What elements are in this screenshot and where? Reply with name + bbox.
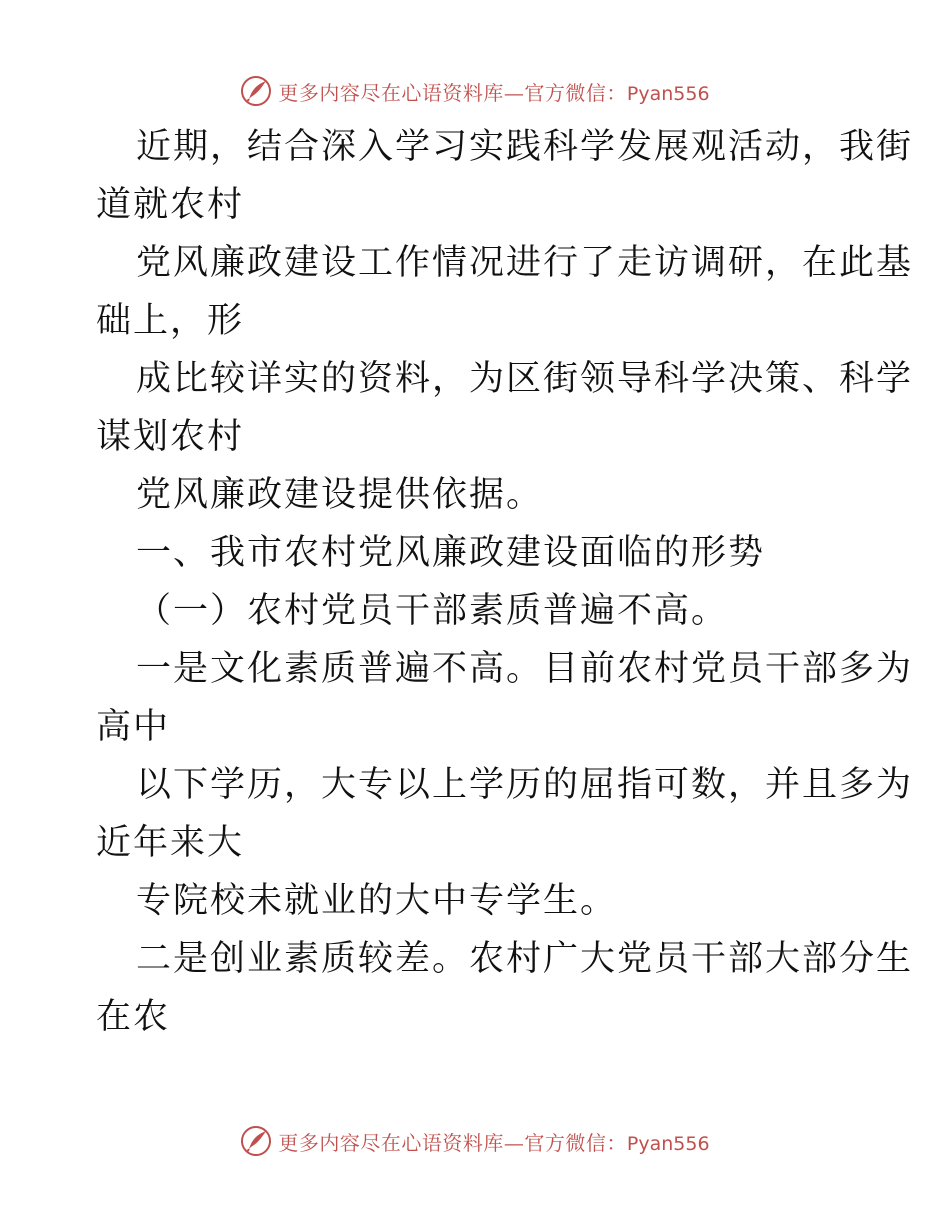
text-line: 专院校未就业的大中专学生。 — [136, 881, 618, 921]
document-body — [96, 118, 914, 1046]
text-line: 党风廉政建设工作情况进行了走访调研，在此基 — [136, 243, 914, 283]
text-line: 近期，结合深入学习实践科学发展观活动，我街 — [136, 127, 914, 167]
text-line: 以下学历，大专以上学历的屈指可数，并且多为 — [136, 765, 914, 805]
text-line: 高中 — [96, 707, 171, 747]
footer-watermark — [0, 1121, 950, 1161]
text-line: 础上，形 — [96, 301, 245, 341]
text-line: （一）农村党员干部素质普遍不高。 — [136, 591, 729, 631]
text-line: 道就农村 — [96, 185, 245, 225]
text-line: 二是创业素质较差。农村广大党员干部大部分生 — [136, 939, 914, 979]
text-line: 一是文化素质普遍不高。目前农村党员干部多为 — [136, 649, 914, 689]
watermark-text: 更多内容尽在心语资料库—官方微信：Pyan556 — [278, 80, 710, 105]
quill-logo-icon — [240, 75, 272, 107]
quill-logo-icon — [240, 1125, 272, 1157]
header-watermark — [0, 71, 950, 111]
text-line: 党风廉政建设提供依据。 — [136, 475, 544, 515]
text-line: 近年来大 — [96, 823, 245, 863]
text-line: 一、我市农村党风廉政建设面临的形势 — [136, 533, 766, 573]
text-line: 谋划农村 — [96, 417, 245, 457]
text-line: 成比较详实的资料，为区街领导科学决策、科学 — [136, 359, 914, 399]
watermark-text: 更多内容尽在心语资料库—官方微信：Pyan556 — [278, 1130, 710, 1155]
text-line: 在农 — [96, 997, 171, 1037]
